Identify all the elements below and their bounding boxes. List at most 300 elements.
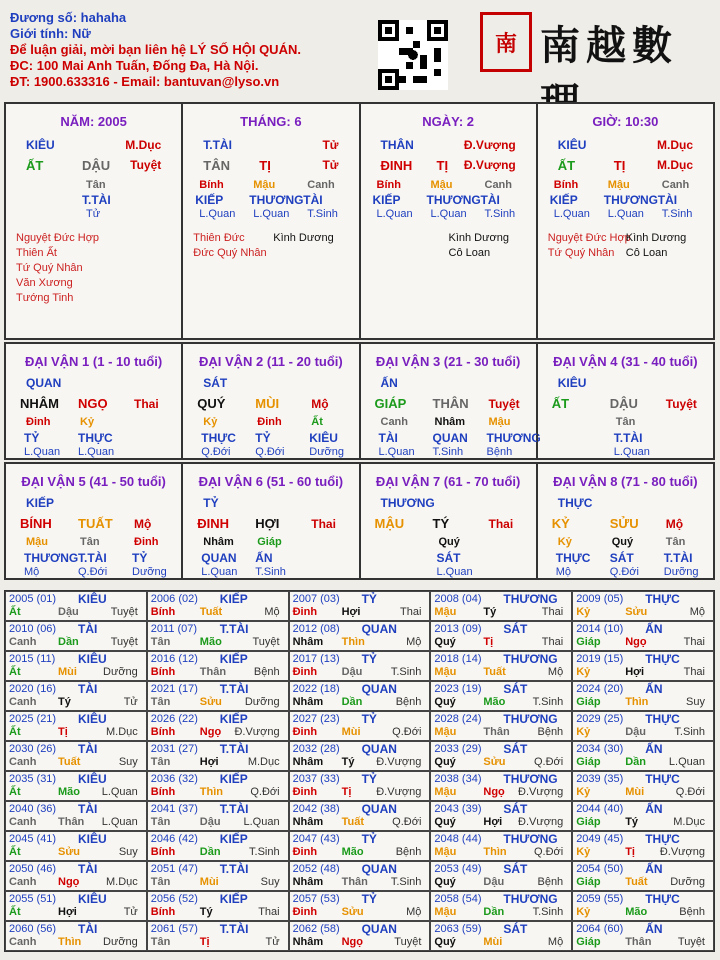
dai-van-hidden-phase: Mộ xyxy=(24,566,40,578)
year-cell xyxy=(572,771,714,801)
pillar-phase: M.Dục xyxy=(657,158,693,172)
year-god: TÀI xyxy=(78,862,98,876)
year-cell xyxy=(430,741,572,771)
year-god: T.TÀI xyxy=(219,862,249,876)
year-cell xyxy=(289,801,431,831)
shen-sha-red: Văn Xương xyxy=(16,277,73,289)
dai-van-hidden-phase: Dưỡng xyxy=(132,566,167,578)
year-stem: Quý xyxy=(434,636,456,648)
year-stem: Nhâm xyxy=(292,636,324,648)
hidden-stem: Mậu xyxy=(430,179,453,191)
year-branch: Tuất xyxy=(341,816,364,828)
pillar-chi: DẬU xyxy=(82,158,111,173)
year-god: TỶ xyxy=(361,832,377,846)
year-phase: Tuyệt xyxy=(252,636,280,648)
year-phase: Dưỡng xyxy=(103,936,138,948)
year-cell xyxy=(289,771,431,801)
year-cell xyxy=(147,651,289,681)
year-god: ẤN xyxy=(645,802,663,816)
year-phase: Suy xyxy=(118,756,138,768)
year-cell xyxy=(572,891,714,921)
year-branch: Tuất xyxy=(625,876,648,888)
year-label: 2018 (14) xyxy=(434,653,482,665)
year-label: 2039 (35) xyxy=(576,773,624,785)
year-label: 2063 (59) xyxy=(434,923,482,935)
year-god: T.TÀI xyxy=(219,802,249,816)
year-phase: T.Sinh xyxy=(532,906,564,918)
year-cell xyxy=(147,621,289,651)
year-phase: Đ.Vượng xyxy=(518,816,564,828)
dai-van-hidden-god: QUAN xyxy=(201,551,237,565)
year-branch: Ngọ xyxy=(341,936,363,948)
year-label: 2043 (39) xyxy=(434,803,482,815)
year-cell xyxy=(5,591,147,621)
year-cell xyxy=(5,651,147,681)
shen-sha-red: Tứ Quý Nhân xyxy=(547,247,615,259)
year-cell xyxy=(572,801,714,831)
hidden-god: THƯƠNG xyxy=(426,193,481,207)
year-cell xyxy=(430,771,572,801)
dai-van-phase: Tuyệt xyxy=(488,397,520,411)
year-god: THƯƠNG xyxy=(503,832,558,846)
year-cell xyxy=(289,591,431,621)
year-stem: Bính xyxy=(150,606,176,618)
year-phase: Bệnh xyxy=(395,846,422,858)
year-label: 2030 (26) xyxy=(9,743,57,755)
hidden-god: KIẾP xyxy=(195,193,224,207)
dai-van-hidden-god: THƯƠNG xyxy=(24,551,79,565)
year-cell xyxy=(5,681,147,711)
hidden-god: THƯƠNG xyxy=(603,193,658,207)
hidden-phase: L.Quan xyxy=(553,208,590,220)
year-god: SÁT xyxy=(503,922,528,936)
dai-van-cell xyxy=(5,463,182,579)
hidden-god: THƯƠNG xyxy=(249,193,304,207)
year-branch: Thân xyxy=(341,876,368,888)
year-label: 2058 (54) xyxy=(434,893,482,905)
hidden-phase: T.Sinh xyxy=(307,208,338,220)
year-god: THỰC xyxy=(645,832,680,846)
dai-van-title: ĐẠI VẬN 1 (1 - 10 tuổi) xyxy=(25,354,163,369)
year-cell xyxy=(289,711,431,741)
dai-van-can: NHÂM xyxy=(20,396,59,411)
hidden-stem: Mậu xyxy=(253,179,276,191)
dai-van-chi: SỬU xyxy=(609,516,639,531)
year-cell xyxy=(5,801,147,831)
year-cell xyxy=(147,921,289,951)
dai-van-hidden-stem: Giáp xyxy=(257,536,282,548)
year-stem: Giáp xyxy=(576,876,601,888)
hidden-god: TÀI xyxy=(480,193,500,207)
year-phase: Thai xyxy=(258,906,280,918)
year-label: 2020 (16) xyxy=(9,683,57,695)
year-cell xyxy=(147,711,289,741)
year-label: 2056 (52) xyxy=(150,893,198,905)
year-label: 2059 (55) xyxy=(576,893,624,905)
year-god: KIÊU xyxy=(78,592,107,606)
year-stem: Quý xyxy=(434,816,456,828)
year-god: THỰC xyxy=(645,712,680,726)
dai-van-cell xyxy=(182,463,359,579)
year-cell xyxy=(572,741,714,771)
year-phase: Mộ xyxy=(406,906,422,918)
year-phase: Mộ xyxy=(547,936,564,948)
pillar-chi: TỊ xyxy=(259,158,271,173)
year-branch: Hợi xyxy=(199,756,219,768)
dai-van-can: GIÁP xyxy=(374,396,407,411)
year-label: 2017 (13) xyxy=(292,653,340,665)
year-god: TỶ xyxy=(361,712,377,726)
year-god: ẤN xyxy=(645,742,663,756)
hidden-stem: Tân xyxy=(86,179,106,191)
year-label: 2011 (07) xyxy=(150,623,198,635)
year-stem: Ất xyxy=(9,786,21,798)
year-stem: Ất xyxy=(9,606,21,618)
year-label: 2023 (19) xyxy=(434,683,482,695)
year-branch: Tị xyxy=(58,726,68,738)
dai-van-hidden-phase: Q.Đới xyxy=(201,446,231,458)
year-stem: Bính xyxy=(150,786,176,798)
year-cell xyxy=(430,891,572,921)
year-stem: Nhâm xyxy=(292,696,324,708)
year-cell xyxy=(147,741,289,771)
dai-van-hidden-stem: Đinh xyxy=(257,416,282,428)
pillar-star: KIÊU xyxy=(557,138,587,152)
year-branch: Mùi xyxy=(483,936,503,948)
year-branch: Hợi xyxy=(58,906,77,918)
dai-van-hidden-god: TÀI xyxy=(378,431,398,445)
year-branch: Thìn xyxy=(199,786,224,798)
year-label: 2006 (02) xyxy=(150,593,198,605)
year-stem: Tân xyxy=(150,816,171,828)
year-branch: Sửu xyxy=(199,696,222,708)
dai-van-hidden-stem: Đinh xyxy=(134,536,159,548)
year-phase: Tuyệt xyxy=(394,936,422,948)
qr-code-icon xyxy=(378,20,448,90)
year-cell xyxy=(430,591,572,621)
year-label: 2048 (44) xyxy=(434,833,482,845)
year-phase: Dưỡng xyxy=(103,666,138,678)
year-stem: Đinh xyxy=(292,606,318,618)
year-phase: T.Sinh xyxy=(249,846,280,858)
pillar-title: NĂM: 2005 xyxy=(60,114,127,129)
year-label: 2035 (31) xyxy=(9,773,57,785)
year-cell xyxy=(430,831,572,861)
year-stem: Ất xyxy=(9,846,21,858)
dai-van-phase: Thai xyxy=(311,517,336,531)
year-label: 2041 (37) xyxy=(150,803,198,815)
pillar-can: ĐINH xyxy=(380,158,413,173)
year-stem: Mậu xyxy=(434,666,457,678)
year-phase: Mộ xyxy=(689,606,705,618)
year-phase: Tuyệt xyxy=(110,636,138,648)
phone-email-line: ĐT: 1900.633316 - Email: bantuvan@lyso.vn xyxy=(10,74,280,89)
dai-van-chi: DẬU xyxy=(609,396,638,411)
year-branch: Ngọ xyxy=(199,726,222,738)
year-label: 2061 (57) xyxy=(150,923,198,935)
year-label: 2064 (60) xyxy=(576,923,624,935)
dai-van-star: QUAN xyxy=(26,376,62,390)
year-label: 2051 (47) xyxy=(150,863,198,875)
year-god: KIẾP xyxy=(219,892,248,906)
year-god: THƯƠNG xyxy=(503,712,558,726)
year-label: 2026 (22) xyxy=(150,713,198,725)
shen-sha-red: Thiên Đức xyxy=(193,232,245,244)
year-stem: Bính xyxy=(150,846,176,858)
dai-van-hidden-god: THỰC xyxy=(78,431,113,445)
shen-sha-red: Nguyệt Đức Hợp xyxy=(16,232,100,244)
year-stem: Đinh xyxy=(292,786,318,798)
hidden-god: T.TÀI xyxy=(82,193,111,207)
dai-van-hidden-stem: Tân xyxy=(665,536,686,548)
dai-van-hidden-stem: Quý xyxy=(611,536,634,548)
year-stem: Giáp xyxy=(576,696,601,708)
year-phase: Tử xyxy=(123,696,138,708)
dai-van-title: ĐẠI VẬN 8 (71 - 80 tuổi) xyxy=(553,474,698,489)
shen-sha-black: Kình Dương xyxy=(448,232,509,244)
dai-van-row-1 xyxy=(4,342,715,460)
year-stem: Giáp xyxy=(576,756,601,768)
year-stem: Tân xyxy=(150,696,171,708)
dai-van-star: SÁT xyxy=(203,376,228,390)
year-god: QUAN xyxy=(361,622,397,636)
year-stem: Bính xyxy=(150,906,176,918)
year-label: 2050 (46) xyxy=(9,863,57,875)
dai-van-can: QUÝ xyxy=(197,396,226,411)
shen-sha-black: Cô Loan xyxy=(448,247,491,259)
year-branch: Mão xyxy=(341,846,364,858)
year-label: 2012 (08) xyxy=(292,623,340,635)
year-phase: Thai xyxy=(683,666,705,678)
year-god: SÁT xyxy=(503,862,528,876)
year-branch: Tuất xyxy=(58,756,81,768)
shen-sha-red: Nguyệt Đức Hợp xyxy=(547,232,631,244)
hidden-stem: Canh xyxy=(307,179,335,191)
year-cell xyxy=(430,621,572,651)
dai-van-chi: THÂN xyxy=(432,396,469,411)
year-branch: Sửu xyxy=(58,846,81,858)
year-god: THƯƠNG xyxy=(503,592,558,606)
year-cell xyxy=(5,831,147,861)
year-stem: Canh xyxy=(9,936,37,948)
year-label: 2010 (06) xyxy=(9,623,57,635)
year-phase: Thai xyxy=(541,636,564,648)
year-label: 2062 (58) xyxy=(292,923,340,935)
year-god: QUAN xyxy=(361,802,397,816)
year-branch: Tị xyxy=(341,786,352,798)
year-branch: Mão xyxy=(58,786,80,798)
year-branch: Tý xyxy=(199,906,213,918)
year-stem: Ất xyxy=(9,726,21,738)
pillar-can: ẤT xyxy=(26,158,44,173)
year-phase: L.Quan xyxy=(101,786,138,798)
year-cell xyxy=(572,621,714,651)
year-branch: Dậu xyxy=(483,876,505,888)
year-god: KIẾP xyxy=(219,712,248,726)
year-label: 2044 (40) xyxy=(576,803,624,815)
year-stem: Nhâm xyxy=(292,936,324,948)
dai-van-title: ĐẠI VẬN 2 (11 - 20 tuổi) xyxy=(199,354,343,369)
year-stem: Ất xyxy=(9,666,21,678)
year-stem: Kỷ xyxy=(576,666,591,678)
year-cell xyxy=(289,741,431,771)
year-stem: Nhâm xyxy=(292,816,324,828)
year-phase: Đ.Vượng xyxy=(234,726,280,738)
year-label: 2033 (29) xyxy=(434,743,482,755)
year-label: 2005 (01) xyxy=(9,593,57,605)
year-stem: Canh xyxy=(9,756,37,768)
year-branch: Sửu xyxy=(625,606,648,618)
year-phase: Q.Đới xyxy=(392,816,422,828)
year-branch: Tị xyxy=(625,846,635,858)
year-cell xyxy=(289,831,431,861)
year-god: TỶ xyxy=(361,892,377,906)
year-branch: Dần xyxy=(625,756,646,768)
shen-sha-red: Đức Quý Nhân xyxy=(193,247,267,259)
year-god: KIẾP xyxy=(219,652,248,666)
dai-van-title: ĐẠI VẬN 5 (41 - 50 tuổi) xyxy=(21,474,166,489)
year-god: QUAN xyxy=(361,862,397,876)
pillar-title: NGÀY: 2 xyxy=(422,114,474,129)
year-branch: Hợi xyxy=(483,816,503,828)
year-cell xyxy=(572,861,714,891)
year-cell xyxy=(572,651,714,681)
year-phase: Mộ xyxy=(406,636,422,648)
dai-van-hidden-phase: Q.Đới xyxy=(255,446,285,458)
dai-van-cell xyxy=(360,343,541,459)
year-branch: Dậu xyxy=(199,816,221,828)
pillar-star-phase: Tử xyxy=(322,138,339,152)
year-branch: Thìn xyxy=(341,636,365,648)
year-god: SÁT xyxy=(503,682,528,696)
dai-van-cell xyxy=(360,463,537,579)
dai-van-hidden-phase: L.Quan xyxy=(378,446,415,458)
year-cell xyxy=(572,921,714,951)
year-god: ẤN xyxy=(645,862,663,876)
year-stem: Ất xyxy=(9,906,21,918)
year-phase: Dưỡng xyxy=(244,696,280,708)
dai-van-star: KIẾP xyxy=(26,496,55,510)
annual-table xyxy=(4,590,715,952)
year-phase: Thai xyxy=(541,606,564,618)
year-stem: Nhâm xyxy=(292,756,324,768)
year-branch: Tý xyxy=(483,606,497,618)
pillar-star: T.TÀI xyxy=(203,138,232,152)
year-god: THƯƠNG xyxy=(503,652,558,666)
dai-van-can: ĐINH xyxy=(197,516,230,531)
dai-van-hidden-god: T.TÀI xyxy=(663,551,693,565)
gender: Giới tính: Nữ xyxy=(10,26,91,41)
dai-van-chi: HỢI xyxy=(255,516,280,531)
dai-van-cell xyxy=(537,343,714,459)
year-branch: Dậu xyxy=(625,726,646,738)
year-branch: Mão xyxy=(625,906,648,918)
year-label: 2060 (56) xyxy=(9,923,57,935)
year-cell xyxy=(572,591,714,621)
year-god: KIẾP xyxy=(219,772,248,786)
pillar-can: ẤT xyxy=(557,158,576,173)
year-god: KIẾP xyxy=(219,832,248,846)
year-phase: Đ.Vượng xyxy=(518,786,564,798)
shen-sha-red: Tướng Tinh xyxy=(16,292,74,304)
year-cell xyxy=(5,771,147,801)
dai-van-title: ĐẠI VẬN 3 (21 - 30 tuổi) xyxy=(375,354,521,369)
hidden-phase: L.Quan xyxy=(376,208,413,220)
year-label: 2021 (17) xyxy=(150,683,198,695)
year-label: 2009 (05) xyxy=(576,593,624,605)
year-god: T.TÀI xyxy=(219,682,249,696)
year-stem: Mậu xyxy=(434,726,457,738)
year-cell xyxy=(430,711,572,741)
year-phase: Q.Đới xyxy=(533,756,564,768)
year-phase: M.Dục xyxy=(106,876,138,888)
year-branch: Thân xyxy=(483,726,510,738)
dai-van-phase: Mộ xyxy=(665,517,684,531)
hidden-stem: Bính xyxy=(199,179,224,191)
year-stem: Quý xyxy=(434,696,456,708)
hidden-phase: Tử xyxy=(86,208,101,220)
year-phase: Đ.Vượng xyxy=(659,846,705,858)
year-stem: Bính xyxy=(150,666,176,678)
year-cell xyxy=(5,921,147,951)
dai-van-star: THƯƠNG xyxy=(380,496,435,510)
dai-van-star: TỶ xyxy=(203,496,219,510)
dai-van-hidden-phase: Bệnh xyxy=(486,446,513,458)
year-phase: Dưỡng xyxy=(670,876,705,888)
dai-van-chi: TÝ xyxy=(432,516,450,531)
year-branch: Tý xyxy=(625,816,639,828)
dai-van-cell xyxy=(5,343,182,459)
four-pillars xyxy=(4,102,715,340)
year-cell xyxy=(572,711,714,741)
year-phase: Thai xyxy=(399,606,422,618)
year-cell xyxy=(572,831,714,861)
dai-van-title: ĐẠI VẬN 7 (61 - 70 tuổi) xyxy=(375,474,521,489)
year-god: KIÊU xyxy=(78,832,107,846)
year-god: TÀI xyxy=(78,622,98,636)
year-phase: Mộ xyxy=(547,666,564,678)
year-cell xyxy=(5,861,147,891)
year-phase: L.Quan xyxy=(668,756,705,768)
dai-van-hidden-stem: Nhâm xyxy=(203,536,234,548)
year-god: THỰC xyxy=(645,592,680,606)
year-cell xyxy=(147,771,289,801)
dai-van-hidden-phase: L.Quan xyxy=(613,446,650,458)
year-stem: Mậu xyxy=(434,846,457,858)
year-stem: Canh xyxy=(9,636,37,648)
dai-van-hidden-stem: Canh xyxy=(380,416,408,428)
year-branch: Tý xyxy=(341,756,355,768)
year-branch: Dần xyxy=(483,906,505,918)
dai-van-hidden-phase: Dưỡng xyxy=(663,566,699,578)
year-phase: T.Sinh xyxy=(390,876,422,888)
year-branch: Dần xyxy=(58,636,79,648)
year-god: TÀI xyxy=(78,742,98,756)
year-god: KIÊU xyxy=(78,772,107,786)
year-stem: Tân xyxy=(150,876,171,888)
year-cell xyxy=(147,861,289,891)
year-phase: M.Dục xyxy=(106,726,138,738)
dai-van-star: THỰC xyxy=(557,496,593,510)
year-cell xyxy=(147,801,289,831)
year-label: 2040 (36) xyxy=(9,803,57,815)
year-god: THỰC xyxy=(645,652,680,666)
dai-van-hidden-god: SÁT xyxy=(609,551,634,565)
owner-name: Đương số: hahaha xyxy=(10,10,127,25)
year-god: KIÊU xyxy=(78,652,107,666)
hidden-stem: Canh xyxy=(661,179,690,191)
year-phase: Tuyệt xyxy=(677,936,705,948)
